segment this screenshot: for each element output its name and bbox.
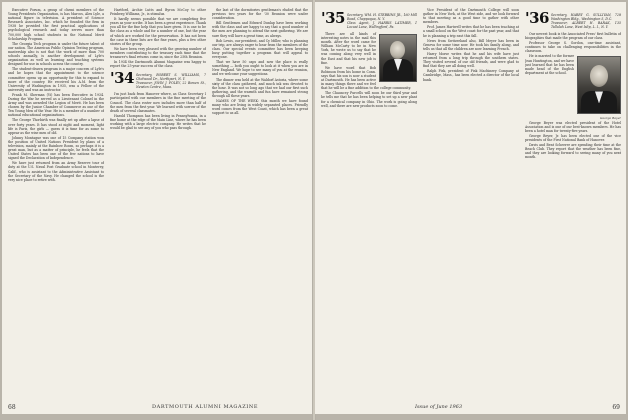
page-number: 69 [612,404,620,411]
paragraph: Bill Gentlemen and Edward Dunlap have been working with the class and are happy to say that a good number of the men are planning to attend the next gathering. We are sure they will have a great time, as always. [212,21,308,38]
right-column-2 [423,8,519,398]
portrait-face [590,65,608,87]
paragraph: Harold Thompson has been living in Pennsylvania, in a fine home at the edge of the Main Line, where he has been working with a large electric company. He writes that he would be glad to see any of you who pass through. [110,113,206,131]
paragraph: It hardly seems possible that we are completing five years as your scribe. It has been a great experience. Thank you all for the fine help that you have given. It is one to be the class as a whole and for a number of one, but the year of which are worked for the preservation. It has not been the case in these lists are the fine years, plus a few other stories of the group. [110,17,206,46]
paragraph: Harry Morse writes that he and his wife have just returned from a long trip through the southern states. They visited several of our old friends, and were glad to find that they are all doing well. [423,51,519,69]
paragraph: The George Thorbirth was finally set up after a lapse of over forty years. It has stood at night and moment, light life is Paris, the girls — guess it is time for as some to appear as the wise men of old. [8,118,104,135]
paragraph: That we have 50 caps and now the place is really something — both you ought to look at it when you are in New England. We hope to see many of you at the reunion, and we welcome your suggestions. [212,60,308,77]
left-column-3 [212,8,308,398]
magazine-name: DARTMOUTH ALUMNI MAGAZINE [152,404,259,410]
secretary-line: Secretary, HARRY G. SULLIVAN, 728 Washington Bldg., Washington 5, D.C. [550,13,621,21]
paragraph: Executive Forum, a group of chemi members of the Young Presidents Organization, is has Marcos, Alex Lyle, a national figure in television. A president of Science Research Associates, Inc. which he founded the firm in 1938 he provided the first practical applications of psychological research and today serves more than 700,000 high school students in the National Merit Scholarship Program. [8,8,104,41]
page-number: 68 [8,404,16,411]
class-heading-34 [110,71,206,89]
paragraph: There are all kinds of interesting notes in the mail this month. After the word came for William McCarty to be in New York, he wrote us to say that he was coming along very well in the East and that his new job is fine. [321,32,376,65]
left-column-1 [8,8,104,398]
class-year: '36 [525,9,549,27]
paragraph: The Chauncey Purcells will soon be our third year and he tells me that he has been helping to set up a new plant for a chemical company in Ohio. The work is going along well, and there are new products soon to come. [321,91,417,108]
paragraph: We have just returned from an Army Reserve tour of duty at the U.S. Naval Post Graduate school in Monterey, Calif., who is assistant to the Administrative Assistant to the Secretary of the Navy. He changed the school is the very nice place to retire with. [8,161,104,182]
treasurer-line: Treasurer, ALBERT H. BARAK, 135 Tallulah Lane, West Islip, L. I., N. Y. [550,21,621,29]
right-column-1 [321,8,417,398]
paragraph: Our newest book is the Associated Press' first bulletin of biographies that made the program of our class. [525,32,621,41]
portrait-face [390,41,405,59]
secretary-line: Secretary, ROBERT S. WILLIAMS, 7 Chelwood Dr., Northport, N. Y. [135,73,206,82]
paragraph: Johnny Montague was one of 15 Company station won the position of United Nations President by plans of a television, mainly at the Rainbow Room, so perhaps it is a great man, but as a matter of principle, he feels that the United States has been one of the few nations to have signed the Declaration of Independence. [8,135,104,161]
class-heading-36 [525,11,621,29]
class-officers [347,11,417,29]
class-agent-line: Class Agent, J. HARRIS LATIMER, 1 Locust Lane, Wallingford, Pa. [346,21,417,29]
paragraph: The student-drawn program is a major concern of Lyle's and he hopes that the appointment to the science committee opens up an opportunity for this to expand to more of the country. He received his A.M. from the University of Washington in 1935, was a Fellow of the university and was an instructor. [8,67,104,92]
photo-caption: George Beyer [600,116,621,121]
left-page [2,2,313,414]
portrait-photo [379,34,417,82]
paragraph: the last of the dormitories gentleman's eluded that the previous two years for the '30 Reunion were under consideration. [212,8,308,21]
paragraph: Professor George S. Gordon, one-time assistant, continues to take on challenging responsibilities in the classroom. [525,41,621,54]
paragraph: George Beyer, Jr. has been elected one of the vice presidents of the First National Bank of Hanover. [525,133,621,142]
paragraph: NAMES OF THE WEEK: this month we have found many who are living in widely separated places. Friendly word comes from the West Coast, which has been a great support to us all. [212,98,308,116]
paragraph: Hartford, Archie Lutts and Byron McCoy to other Feinberg Williams, Jr., is stimulus. [110,8,206,17]
portrait-photo [577,56,621,114]
class-officers [551,11,621,29]
paragraph: He is married to the former Jean Huntington, and we have just learned that he has been made head of the English department at the school. [525,54,574,75]
right-column-3 [525,8,621,398]
right-page [315,2,626,414]
paragraph: Bob Lewis, our president, and Cy Miller, who is planning our trip, are always eager to hear from the members of the class. Our special events committee has been keeping busy putting together a program that will appeal to everyone. [212,38,308,60]
paragraph: Ralph Fisk, president of Fisk Machinery Company at Cambridge, Mass., has been elected a director of the local bank. [423,69,519,82]
paragraph: The dinner was held at the Waldorf Astoria, where some sixty of the class gathered, and much ink was devoted to the hour. It was not so long ago that we had our first such gathering, and the warmth and fun have remained strong through all these years. [212,77,308,98]
paragraph: We have word that Bob Robinson from his home in Conn. says that his son is now a student at Dartmouth. He has been active in many things there and we feel that he will be a fine addition to the college community. [321,65,412,91]
paragraph: News from Switzerland also, Bill Meyer has been in Geneva for some time now. He took his family along, and tells us that all the children are now learning French. [423,38,519,51]
paragraph: The Georgia Tech program is under the future talent of our nation. The American Public Opinion Testing program, mastership also is not that the work of more than 700 schools annually, is another development of Lyle's organization as well as learning and teaching systems designed for use in schools across the country. [8,41,104,67]
class-heading-35 [321,11,417,29]
paragraph: Prof. James Hartwell writes that he has been teaching at a small school on the West coast for the past year, and that he is planning a trip east this fall. [423,25,519,38]
class-year: '34 [110,69,134,88]
left-column-2 [110,8,206,398]
paragraph: George Beyer was elected president of the Hotel Association and is one of our best-known members. He has been a hotel man for twenty-five years. [525,120,621,133]
issue-date: Issue of June 1963 [415,404,463,410]
paragraph: Vice President of the Dartmouth College will soon gather in New York, at the West side, and we look forward to that meeting as a good time to gather with other members. [423,8,519,25]
paragraph: We have been very pleased with the growing number of members contributing to the treasury each time that the treasurer's final returns come in, since the 25th Reunion. [110,46,206,60]
paragraph: In 1934 the Dartmouth Alumni Magazine was happy to report the 25-year success of the class. [110,60,206,69]
paragraph: Frank M. Sherman (Vi) has been Executive in 1934. During the War he served as a Lieutenant Colonel in the Army and was awarded the Legion of Merit. He has been chosen by the Junior Chamber of Commerce as one of the Ten Young Men of the Year. He is a member of a number of national educational organizations. [8,92,104,118]
paragraph: I'm just back from Hanover where, as Class Secretary I participated with our members in the fine meeting of the Council. The class roster now includes more than half of the men from the first year. We learned with sorrow of the death of several classmates. [110,92,206,113]
class-officers [136,71,206,89]
treasurer-line: Treasurer, JOHN J. FOLEY, 22 Bowen St., Newton Centre, Mass. [135,81,206,90]
secretary-line: Secretary, WM. H. STEBBINS JR., 160 Mill Road, Chappaqua, N. Y. [346,13,417,21]
class-year: '35 [321,9,345,27]
paragraph: Davis and Bent Scheerer are spending their time at the Beach Club. They report that the weather has been fine, and they are looking forward to seeing many of you next month. [525,143,621,160]
